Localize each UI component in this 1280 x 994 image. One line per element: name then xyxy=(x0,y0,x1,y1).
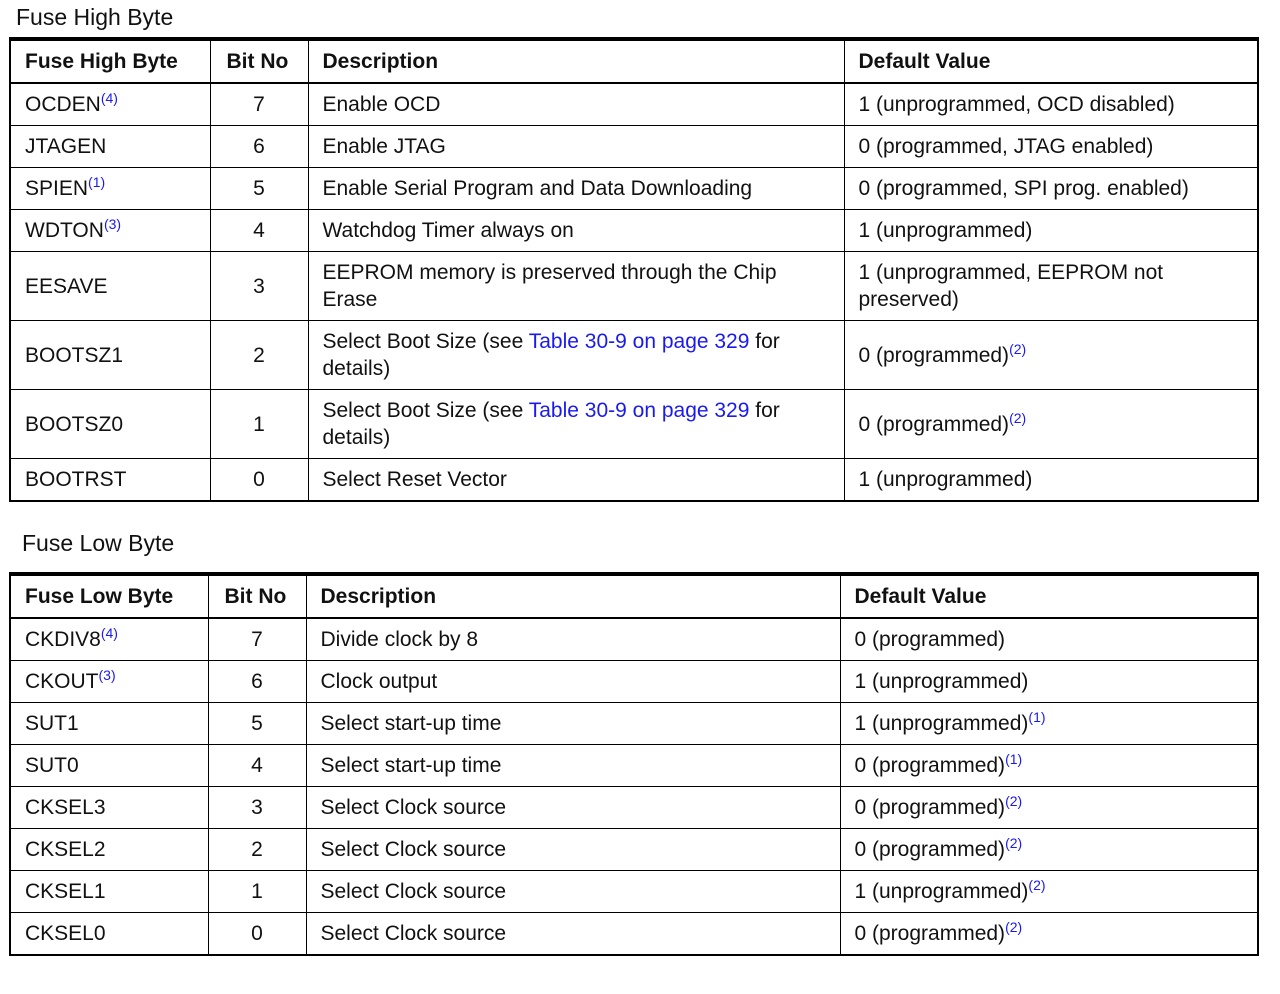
bit-no-cell: 7 xyxy=(210,83,308,126)
table-row xyxy=(10,210,1258,252)
bit-no-cell: 2 xyxy=(208,829,306,871)
fuse-name: EESAVE xyxy=(25,274,108,298)
footnote-ref[interactable]: (1) xyxy=(1005,751,1023,767)
col-header-default-value: Default Value xyxy=(844,39,1258,83)
col-header-bit-no: Bit No xyxy=(208,574,306,618)
description-cell xyxy=(306,829,840,871)
description-text: EEPROM memory is preserved through the Chip Erase xyxy=(322,261,777,311)
fuse-name-cell xyxy=(10,871,208,913)
footnote-ref[interactable]: (2) xyxy=(1009,340,1027,357)
fuse-name: CKSEL1 xyxy=(25,880,106,903)
fuse-name-cell xyxy=(10,390,210,459)
fuse-name-cell xyxy=(10,787,208,829)
fuse-name-cell xyxy=(10,459,210,502)
table-row xyxy=(10,126,1258,168)
fuse-name: BOOTSZ0 xyxy=(25,412,124,436)
table-row xyxy=(10,390,1258,459)
default-value: 1 (unprogrammed) xyxy=(858,219,1033,242)
fuse-name-cell xyxy=(10,618,208,661)
description-text: Select Boot Size (see xyxy=(322,330,529,353)
footnote-ref[interactable]: (3) xyxy=(103,216,122,232)
description-text: Select start-up time xyxy=(320,712,502,735)
description-text: Select start-up time xyxy=(320,754,502,777)
default-value-cell xyxy=(840,661,1258,703)
col-header-fuse: Fuse Low Byte xyxy=(10,574,208,618)
default-value-cell xyxy=(844,168,1258,210)
description-cell xyxy=(306,661,840,703)
default-value: 0 (programmed) xyxy=(854,796,1006,819)
col-header-fuse: Fuse High Byte xyxy=(10,39,210,83)
default-value: 1 (unprogrammed) xyxy=(858,468,1033,491)
footnote-ref[interactable]: (2) xyxy=(1009,409,1027,426)
table-row xyxy=(10,829,1258,871)
description-text: Enable Serial Program and Data Downloading xyxy=(322,177,753,200)
bit-no-cell: 2 xyxy=(210,321,308,390)
bit-no-cell: 6 xyxy=(208,661,306,703)
fuse-high-table xyxy=(9,37,1259,502)
fuse-name-cell xyxy=(10,252,210,321)
default-value: 1 (unprogrammed, OCD disabled) xyxy=(858,93,1175,116)
fuse-name-cell xyxy=(10,745,208,787)
description-text: Divide clock by 8 xyxy=(320,628,479,651)
fuse-name: SUT0 xyxy=(25,754,79,777)
default-value-cell xyxy=(844,321,1258,390)
description-cell xyxy=(308,168,844,210)
fuse-name-cell xyxy=(10,913,208,956)
fuse-name: CKSEL0 xyxy=(25,922,106,945)
description-text: Watchdog Timer always on xyxy=(322,219,574,242)
default-value-cell xyxy=(844,126,1258,168)
table-row xyxy=(10,661,1258,703)
default-value-cell xyxy=(840,745,1258,787)
description-cell xyxy=(308,321,844,390)
fuse-name: CKDIV8 xyxy=(25,628,101,651)
default-value: 0 (programmed) xyxy=(854,838,1006,861)
description-cell xyxy=(306,871,840,913)
default-value: 0 (programmed, JTAG enabled) xyxy=(858,135,1154,158)
fuse-name: SUT1 xyxy=(25,712,79,735)
table-row xyxy=(10,787,1258,829)
fuse-name-cell xyxy=(10,661,208,703)
table-row xyxy=(10,83,1258,126)
default-value-cell xyxy=(844,390,1258,459)
table-row xyxy=(10,871,1258,913)
description-text-after: for details) xyxy=(322,330,780,380)
fuse-name: OCDEN xyxy=(25,93,101,116)
footnote-ref[interactable]: (3) xyxy=(98,667,116,683)
fuse-name-cell xyxy=(10,126,210,168)
table-header-row xyxy=(10,574,1258,618)
bit-no-cell: 5 xyxy=(208,703,306,745)
col-header-description: Description xyxy=(306,574,840,618)
fuse-name-cell xyxy=(10,210,210,252)
default-value: 0 (programmed) xyxy=(858,343,1010,367)
default-value: 1 (unprogrammed) xyxy=(854,880,1029,903)
bit-no-cell: 7 xyxy=(208,618,306,661)
description-cell xyxy=(308,126,844,168)
default-value: 0 (programmed) xyxy=(854,628,1006,651)
description-text: Select Boot Size (see xyxy=(322,399,529,422)
description-cell xyxy=(306,703,840,745)
fuse-low-caption: Fuse Low Byte xyxy=(22,530,175,556)
default-value-cell xyxy=(840,829,1258,871)
default-value-cell xyxy=(840,871,1258,913)
bit-no-cell: 6 xyxy=(210,126,308,168)
footnote-ref[interactable]: (4) xyxy=(100,90,118,106)
fuse-low-table xyxy=(9,572,1259,956)
fuse-name: CKSEL2 xyxy=(25,838,106,861)
fuse-high-caption: Fuse High Byte xyxy=(16,4,174,30)
default-value-cell xyxy=(840,703,1258,745)
description-cell xyxy=(308,390,844,459)
description-cell xyxy=(308,83,844,126)
description-text: Select Clock source xyxy=(320,880,507,903)
col-header-default-value: Default Value xyxy=(840,574,1258,618)
fuse-name: BOOTRST xyxy=(25,468,127,491)
bit-no-cell: 5 xyxy=(210,168,308,210)
description-cell xyxy=(306,913,840,956)
bit-no-cell: 3 xyxy=(208,787,306,829)
default-value: 0 (programmed) xyxy=(854,922,1006,945)
default-value-cell xyxy=(840,618,1258,661)
fuse-name: JTAGEN xyxy=(25,135,107,158)
description-cell xyxy=(306,618,840,661)
default-value-cell xyxy=(840,787,1258,829)
table-row xyxy=(10,459,1258,502)
default-value: 1 (unprogrammed, EEPROM not preserved) xyxy=(858,261,1164,311)
footnote-ref[interactable]: (2) xyxy=(1005,835,1023,851)
fuse-name: WDTON xyxy=(25,219,104,242)
table-row xyxy=(10,703,1258,745)
table-header-row xyxy=(10,39,1258,83)
col-header-description: Description xyxy=(308,39,844,83)
description-text: Clock output xyxy=(320,670,438,693)
table-row xyxy=(10,168,1258,210)
fuse-name-cell xyxy=(10,829,208,871)
fuse-name: BOOTSZ1 xyxy=(25,343,124,367)
default-value: 0 (programmed) xyxy=(858,412,1010,436)
description-text: Select Reset Vector xyxy=(322,468,507,491)
footnote-ref[interactable]: (1) xyxy=(1028,709,1046,725)
table-row xyxy=(10,618,1258,661)
description-text: Select Clock source xyxy=(320,796,507,819)
footnote-ref[interactable]: (4) xyxy=(100,625,118,641)
bit-no-cell: 0 xyxy=(210,459,308,502)
col-header-bit-no: Bit No xyxy=(210,39,308,83)
bit-no-cell: 4 xyxy=(210,210,308,252)
description-text: Enable JTAG xyxy=(322,135,446,158)
default-value: 1 (unprogrammed) xyxy=(854,670,1029,693)
default-value: 0 (programmed) xyxy=(854,754,1006,777)
fuse-name: CKOUT xyxy=(25,670,99,693)
default-value: 1 (unprogrammed) xyxy=(854,712,1029,735)
bit-no-cell: 1 xyxy=(208,871,306,913)
table-row xyxy=(10,252,1258,321)
fuse-name-cell xyxy=(10,703,208,745)
default-value: 0 (programmed, SPI prog. enabled) xyxy=(858,177,1189,200)
description-cell xyxy=(308,210,844,252)
fuse-name: SPIEN xyxy=(25,177,89,200)
table-reference-link[interactable]: Table 30-9 on page 329 xyxy=(528,330,750,353)
description-text: Select Clock source xyxy=(320,838,507,861)
default-value-cell xyxy=(844,83,1258,126)
default-value-cell xyxy=(844,210,1258,252)
footnote-ref[interactable]: (2) xyxy=(1005,919,1023,935)
bit-no-cell: 0 xyxy=(208,913,306,956)
fuse-name-cell xyxy=(10,168,210,210)
footnote-ref[interactable]: (1) xyxy=(88,174,106,190)
fuse-name-cell xyxy=(10,321,210,390)
footnote-ref[interactable]: (2) xyxy=(1005,793,1023,809)
footnote-ref[interactable]: (2) xyxy=(1028,877,1046,893)
table-row xyxy=(10,913,1258,956)
table-reference-link[interactable]: Table 30-9 on page 329 xyxy=(528,399,750,422)
table-row xyxy=(10,321,1258,390)
description-text: Enable OCD xyxy=(322,93,441,116)
bit-no-cell: 3 xyxy=(210,252,308,321)
default-value-cell xyxy=(844,459,1258,502)
bit-no-cell: 4 xyxy=(208,745,306,787)
bit-no-cell: 1 xyxy=(210,390,308,459)
description-cell xyxy=(308,459,844,502)
description-cell xyxy=(306,745,840,787)
table-row xyxy=(10,745,1258,787)
fuse-name: CKSEL3 xyxy=(25,796,106,819)
description-cell xyxy=(308,252,844,321)
fuse-name-cell xyxy=(10,83,210,126)
description-cell xyxy=(306,787,840,829)
default-value-cell xyxy=(844,252,1258,321)
description-text: Select Clock source xyxy=(320,922,507,945)
default-value-cell xyxy=(840,913,1258,956)
description-text-after: for details) xyxy=(322,399,780,449)
